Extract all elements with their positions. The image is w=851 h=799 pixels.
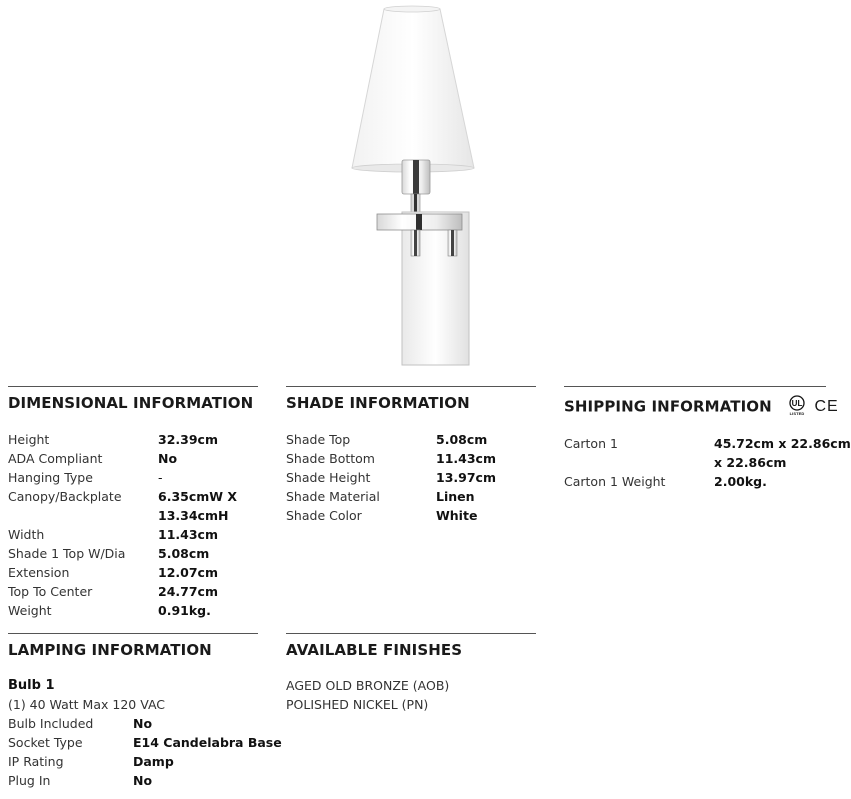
spec-label: Shade Color (286, 508, 362, 523)
section-title: AVAILABLE FINISHES (286, 641, 463, 659)
section-title: SHADE INFORMATION (286, 394, 470, 412)
spec-label: Carton 1 Weight (564, 474, 666, 489)
spec-label: IP Rating (8, 754, 64, 769)
spec-value: 11.43cm (158, 527, 218, 542)
spec-value: 6.35cmW X (158, 489, 238, 504)
spec-label: Weight (8, 603, 52, 618)
bulb-title: Bulb 1 (8, 678, 55, 693)
section-title-row (564, 394, 839, 420)
shipping-section (564, 386, 851, 491)
section-title: SHIPPING INFORMATION (564, 397, 772, 416)
spec-value: 2.00kg. (714, 474, 767, 489)
spec-value: - (158, 470, 163, 485)
spec-value-continued: 13.34cmH (158, 508, 229, 523)
spec-label: Extension (8, 565, 70, 580)
ul-listed-text: LISTED (789, 411, 805, 416)
ul-listed-icon (785, 394, 809, 420)
bulb-description: (1) 40 Watt Max 120 VAC (8, 697, 166, 712)
spec-value: White (436, 508, 478, 523)
spec-value: Damp (133, 754, 174, 769)
finish-item: AGED OLD BRONZE (AOB) (286, 678, 450, 693)
section-divider (286, 386, 536, 387)
spec-value: 13.97cm (436, 470, 496, 485)
section-divider (286, 633, 536, 634)
spec-value: No (158, 451, 178, 466)
finish-item: POLISHED NICKEL (PN) (286, 697, 429, 712)
product-image (340, 0, 500, 372)
section-divider (8, 633, 258, 634)
spec-value: 45.72cm x 22.86cm (714, 436, 851, 451)
spec-label: Shade Material (286, 489, 380, 504)
spec-label: ADA Compliant (8, 451, 103, 466)
spec-label: Carton 1 (564, 436, 618, 451)
spec-value: 11.43cm (436, 451, 496, 466)
finishes-section (286, 633, 536, 714)
spec-label: Shade Bottom (286, 451, 375, 466)
spec-label: Width (8, 527, 45, 542)
ul-mark: UL (791, 399, 803, 408)
spec-value: Linen (436, 489, 475, 504)
section-title: LAMPING INFORMATION (8, 641, 212, 659)
section-divider (564, 386, 826, 387)
spec-label: Shade Top (286, 432, 351, 447)
dimensional-section (8, 386, 258, 620)
spec-label: Hanging Type (8, 470, 93, 485)
spec-value: 5.08cm (158, 546, 210, 561)
spec-value: No (133, 716, 153, 731)
spec-label: Height (8, 432, 50, 447)
spec-label: Socket Type (8, 735, 83, 750)
spec-value: 5.08cm (436, 432, 488, 447)
spec-value: 12.07cm (158, 565, 218, 580)
spec-label: Shade Height (286, 470, 371, 485)
section-title: DIMENSIONAL INFORMATION (8, 394, 254, 412)
shade-section (286, 386, 536, 525)
section-divider (8, 386, 258, 387)
spec-value: 32.39cm (158, 432, 218, 447)
spec-value: E14 Candelabra Base (133, 735, 282, 750)
spec-value: 0.91kg. (158, 603, 211, 618)
spec-value: No (133, 773, 153, 788)
spec-label: Plug In (8, 773, 51, 788)
ce-mark-icon: CE (814, 398, 839, 415)
spec-value: 24.77cm (158, 584, 218, 599)
spec-label: Bulb Included (8, 716, 94, 731)
spec-label: Top To Center (8, 584, 93, 599)
spec-label: Shade 1 Top W/Dia (8, 546, 126, 561)
spec-value-continued: x 22.86cm (714, 455, 787, 470)
spec-label: Canopy/Backplate (8, 489, 122, 504)
lamping-section (8, 633, 282, 790)
